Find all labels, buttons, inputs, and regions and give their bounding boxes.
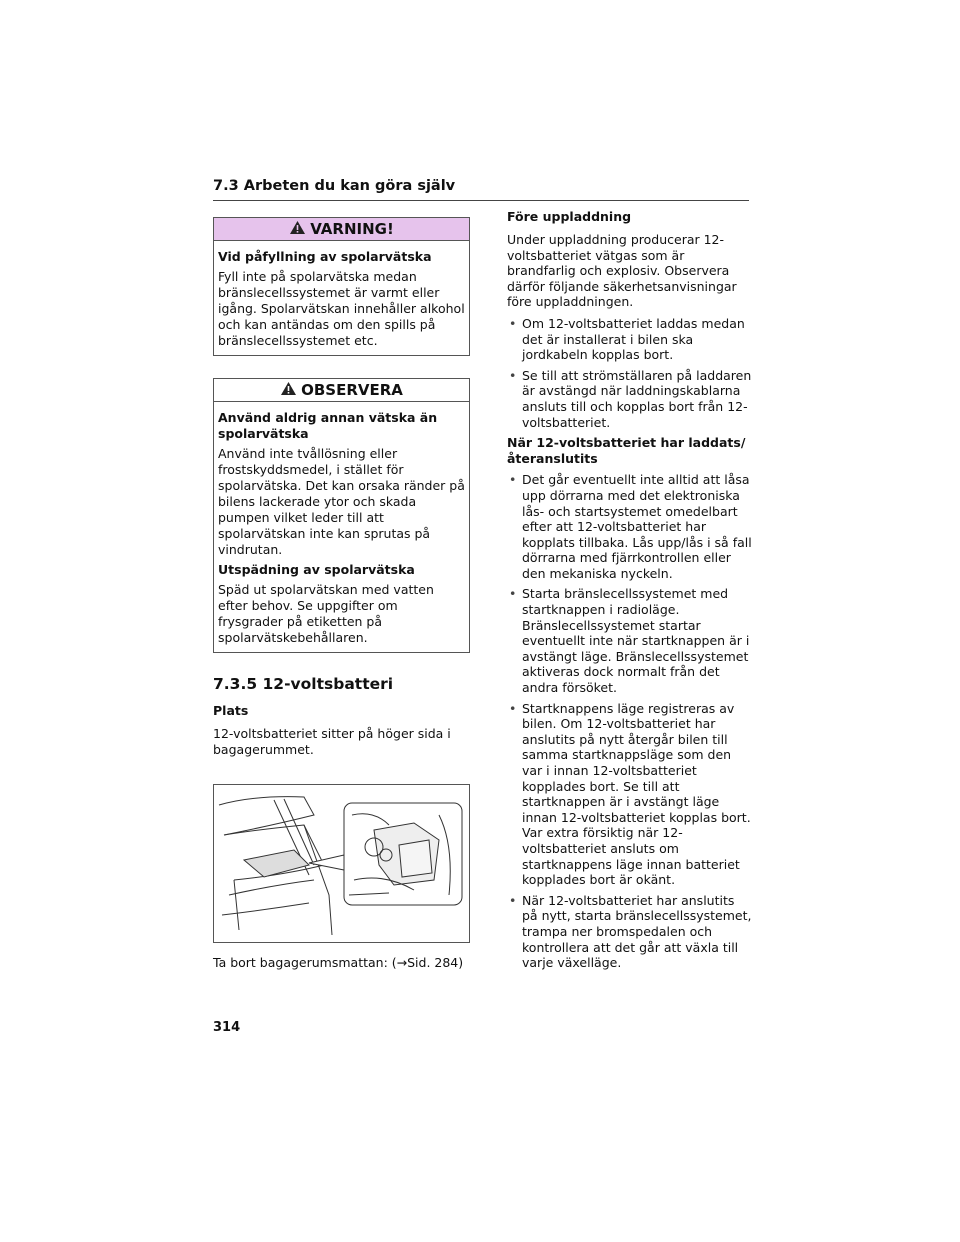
left-column <box>213 217 470 983</box>
list-item: • Om 12-voltsbatteriet laddas medan det är installerat i bilen ska jordkabeln kopplas bort. <box>507 316 752 363</box>
before-charging-list <box>507 316 752 430</box>
notice-label: OBSERVERA <box>301 381 403 399</box>
notice-text-2: Späd ut spolarvätskan med vatten efter behov. Se uppgifter om frysgrader på etiketten på spolarvätskebehållaren. <box>218 582 434 645</box>
warning-label: VARNING! <box>310 220 394 238</box>
notice-header <box>214 379 469 402</box>
notice-title-2: Utspädning av spolarvätska <box>218 562 415 577</box>
after-charging-list <box>507 472 752 970</box>
list-item: • Se till att strömställaren på laddaren är avstängd när laddningskablarna ansluts till och kopplas bort från 12-voltsbatteriet. <box>507 368 752 430</box>
before-charging-title: Före uppladdning <box>507 209 632 224</box>
list-item: • Det går eventuellt inte alltid att låsa upp dörrarna med det elektroniska lås- och startsystemet omedelbart efter att 12-voltsbatteriet har kopplats tillbaka. Lås upp/lås i så fall dörrarna med fjärrkontrollen eller den mekaniska nyckeln. <box>507 472 752 581</box>
warning-body <box>214 241 469 355</box>
after-charging-title: När 12-voltsbatteriet har laddats/återanslutits <box>507 435 746 466</box>
warning-box <box>213 217 470 356</box>
trunk-battery-drawing <box>214 785 469 942</box>
list-item: • Starta bränslecellssystemet med startknappen i radioläge. Bränslecellssystemet startar eventuellt inte när startknappen är i avstängt läge. Bränslecellssystemet aktiveras dock normalt från det andra försöket. <box>507 586 752 695</box>
warning-triangle-icon <box>289 220 306 239</box>
notice-triangle-icon <box>280 381 297 400</box>
place-text: 12-voltsbatteriet sitter på höger sida i bagagerummet. <box>213 726 451 757</box>
notice-box <box>213 378 470 653</box>
notice-body <box>214 402 469 652</box>
right-column <box>507 209 752 976</box>
place-title: Plats <box>213 703 249 718</box>
warning-title: Vid påfyllning av spolarvätska <box>218 249 432 264</box>
warning-header <box>214 218 469 241</box>
warning-text: Fyll inte på spolarvätska medan bränslecellssystemet är varmt eller igång. Spolarvätskan innehåller alkohol och kan antändas om den spills på bränslecellssystemet etc. <box>218 269 465 348</box>
section-heading: 7.3.5 12-voltsbatteri <box>213 675 394 693</box>
page-number: 314 <box>213 1020 241 1035</box>
list-item: • När 12-voltsbatteriet har anslutits på nytt, starta bränslecellssystemet, trampa ner bromspedalen och kontrollera att det går att växla till varje växelläge. <box>507 893 752 971</box>
section-header: 7.3 Arbeten du kan göra själv <box>213 178 749 201</box>
figure-caption: Ta bort bagagerumsmattan: (→Sid. 284) <box>213 955 464 970</box>
before-charging-intro: Under uppladdning producerar 12-voltsbatteriet vätgas som är brandfarlig och explosiv. Observera därför följande säkerhetsanvisningar före uppladdningen. <box>507 232 737 310</box>
list-item: • Startknappens läge registreras av bilen. Om 12-voltsbatteriet har anslutits på nytt återgår bilen till samma startknappsläge som den var i innan 12-voltsbatteriet kopplades bort. Se till att startknappen är i avstängt läge innan 12-voltsbatteriet kopplas bort. Var extra försiktig när 12-voltsbatteriet ansluts om startknappens läge innan batteriet kopplades bort är okänt. <box>507 701 752 888</box>
notice-text-1: Använd inte tvållösning eller frostskyddsmedel, i stället för spolarvätska. Det kan orsaka ränder på bilens lackerade ytor och skada pumpen vilket leder till att spolarvätskan inte kan sprutas på vindrutan. <box>218 446 465 557</box>
battery-location-illustration <box>213 784 470 943</box>
notice-title-1: Använd aldrig annan vätska än spolarvätska <box>218 410 438 441</box>
